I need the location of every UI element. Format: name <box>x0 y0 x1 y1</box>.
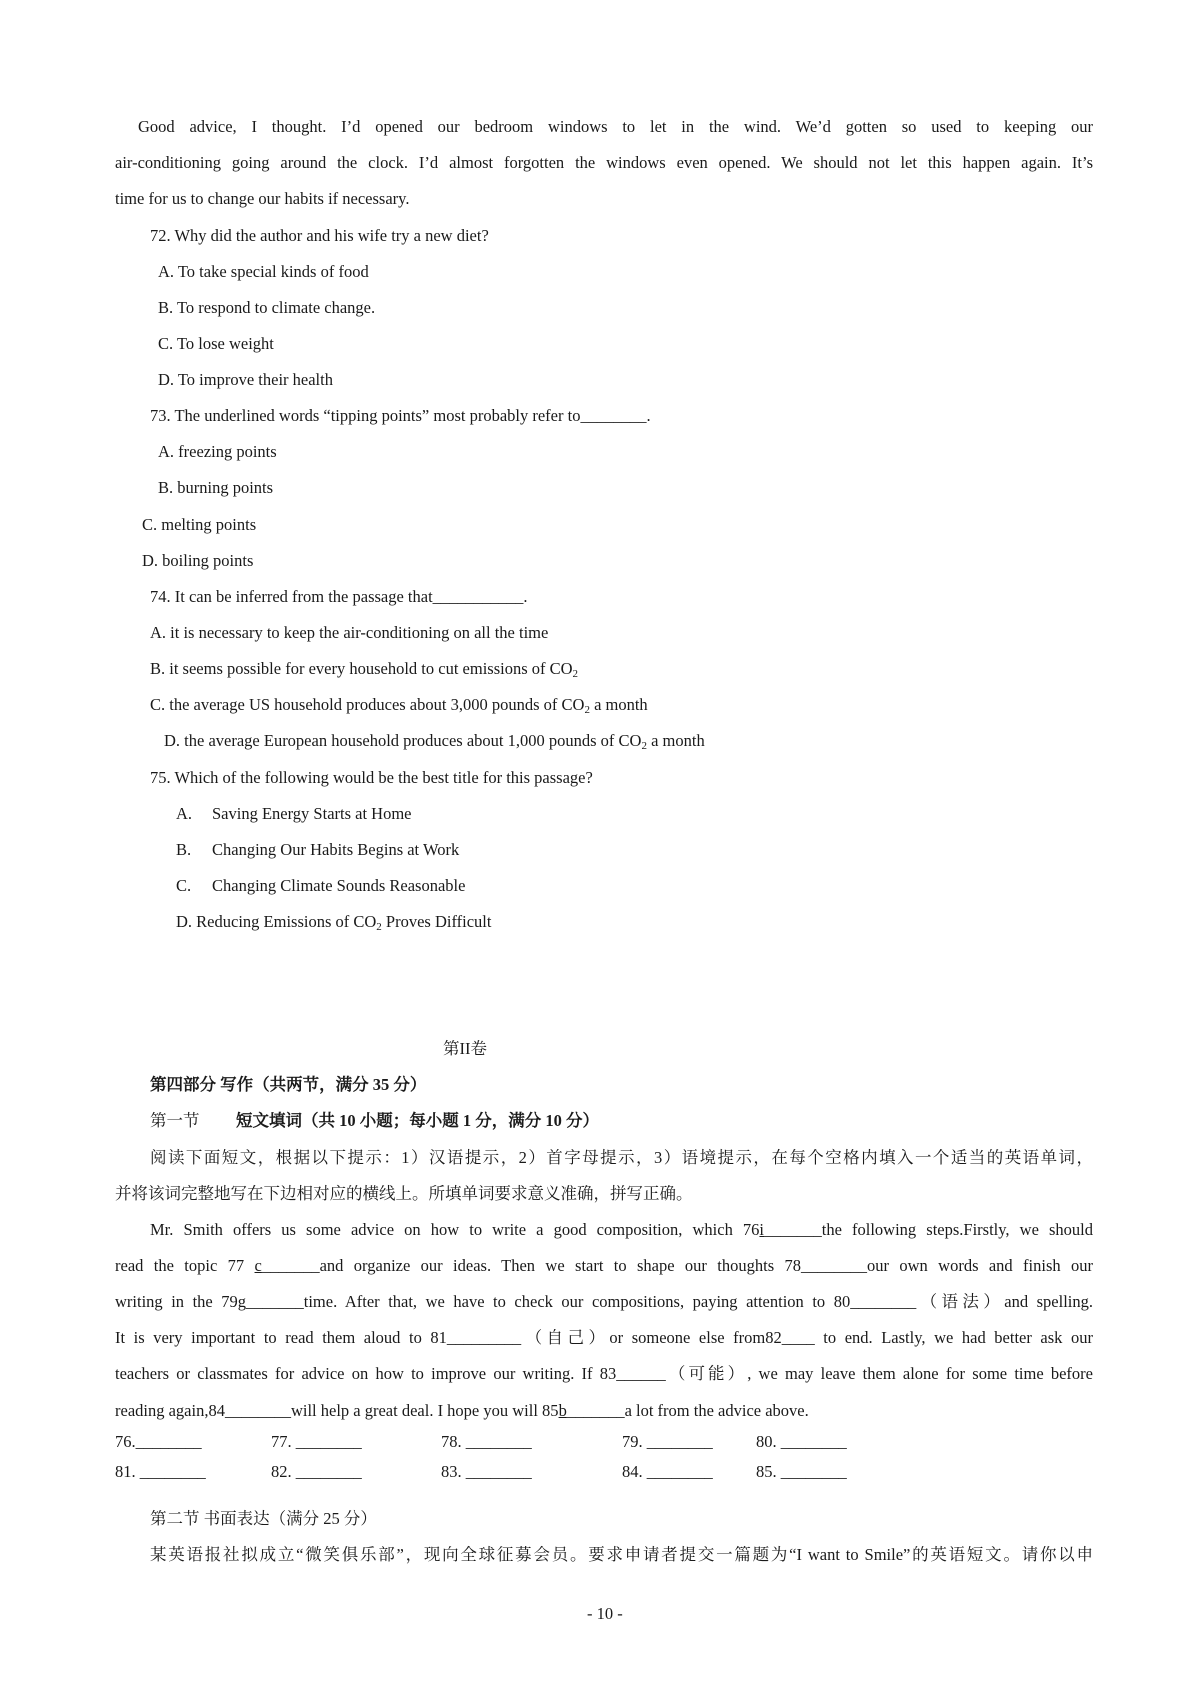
option-text: a month <box>646 731 705 750</box>
answer-blank[interactable]: 84. ________ <box>622 1462 713 1481</box>
option-text: D. the average European household produces about 1,000 pounds of CO <box>164 731 642 750</box>
option-letter: B. <box>176 840 192 859</box>
question-stem: 75. Which of the following would be the best title for this passage? <box>150 768 593 787</box>
option <box>176 803 412 825</box>
option-text: a month <box>589 695 648 714</box>
question-stem: 73. The underlined words “tipping points” most probably refer to________. <box>150 406 651 425</box>
option: D. To improve their health <box>158 370 333 389</box>
instruction: 并将该词完整地写在下边相对应的横线上。所填单词要求意义准确，拼写正确。 <box>115 1184 693 1203</box>
option: C. To lose weight <box>158 334 274 353</box>
option-text: D. Reducing Emissions of CO <box>176 912 377 931</box>
section-title: 短文填词（共 10 小题；每小题 1 分，满分 10 分） <box>236 1111 599 1130</box>
option: B. burning points <box>158 478 274 497</box>
option-text: Saving Energy Starts at Home <box>212 804 412 823</box>
section-heading: 第二节 书面表达（满分 25 分） <box>150 1509 377 1528</box>
answer-blank[interactable]: 83. ________ <box>441 1462 532 1481</box>
question-stem: 72. Why did the author and his wife try a new diet? <box>150 226 489 245</box>
option-text: C. the average US household produces about 3,000 pounds of CO <box>150 695 585 714</box>
option: A. To take special kinds of food <box>158 262 369 281</box>
answer-blank[interactable]: 80. ________ <box>756 1432 847 1451</box>
writing-prompt: 某英语报社拟成立“微笑俱乐部”，现向全球征募会员。要求申请者提交一篇题为“I want to Smile”的英语短文。请你以申 <box>150 1545 1093 1564</box>
section-heading <box>150 1110 599 1132</box>
subscript: 2 <box>572 668 579 680</box>
page-number: - 10 - <box>587 1604 623 1623</box>
subscript: 2 <box>641 740 647 752</box>
option <box>150 694 648 716</box>
option: B. To respond to climate change. <box>158 298 376 317</box>
answer-blank[interactable]: 82. ________ <box>271 1462 362 1481</box>
option <box>164 730 705 752</box>
instruction: 阅读下面短文，根据以下提示：1）汉语提示，2）首字母提示，3）语境提示，在每个空格内填入一个适当的英语单词， <box>150 1148 1093 1167</box>
option-text: Changing Our Habits Begins at Work <box>212 840 460 859</box>
answer-blank[interactable]: 76.________ <box>115 1432 202 1451</box>
option-text: B. it seems possible for every household to cut emissions of CO <box>150 659 573 678</box>
cloze-line: teachers or classmates for advice on how to improve our writing. If 83______（可能）, we may leave them alone for some time before <box>115 1364 1093 1383</box>
option <box>150 658 578 680</box>
hint-letter: g <box>237 1292 247 1311</box>
passage-line: time for us to change our habits if necessary. <box>115 189 410 208</box>
passage-line: air-conditioning going around the clock. I’d almost forgotten the windows even opened. We should not let this happen again. It’s <box>115 153 1093 172</box>
option-text: Proves Difficult <box>381 912 492 931</box>
option: A. freezing points <box>158 442 277 461</box>
hint-letter: i <box>759 1220 765 1239</box>
option: C. melting points <box>142 515 257 534</box>
cloze-line: writing in the 79g_______time. After that, we have to check our compositions, paying attention to 80________（语法）and spelling. <box>115 1292 1093 1311</box>
passage-line: Good advice, I thought. I’d opened our bedroom windows to let in the wind. We’d gotten so used to keeping our <box>138 117 1093 136</box>
option-letter: C. <box>176 876 192 895</box>
option-letter: A. <box>176 804 193 823</box>
cloze-line: read the topic 77 c_______and organize our ideas. Then we start to shape our thoughts 78________our own words and finish our <box>115 1256 1094 1275</box>
cloze-line: It is very important to read them aloud to 81_________（自己）or someone else from82____ to end. Lastly, we had better ask our <box>115 1328 1093 1347</box>
answer-blank[interactable]: 79. ________ <box>622 1432 713 1451</box>
question-stem: 74. It can be inferred from the passage that___________. <box>150 587 528 606</box>
answer-blank[interactable]: 85. ________ <box>756 1462 847 1481</box>
option <box>176 911 491 933</box>
option <box>176 875 465 897</box>
subscript: 2 <box>376 921 382 933</box>
part-title: 第四部分 写作（共两节，满分 35 分） <box>150 1075 427 1094</box>
answer-blank[interactable]: 81. ________ <box>115 1462 206 1481</box>
volume-title: 第II卷 <box>443 1039 487 1058</box>
option <box>176 839 459 861</box>
option: A. it is necessary to keep the air-conditioning on all the time <box>150 623 549 642</box>
cloze-line: reading again,84________will help a great deal. I hope you will 85b_______a lot from the advice above. <box>115 1401 809 1420</box>
cloze-line: Mr. Smith offers us some advice on how to write a good composition, which 76i_______the following steps.Firstly, we should <box>150 1220 1093 1239</box>
answer-blank[interactable]: 78. ________ <box>441 1432 532 1451</box>
section-label: 第一节 <box>150 1111 200 1130</box>
option-text: Changing Climate Sounds Reasonable <box>212 876 466 895</box>
option: D. boiling points <box>142 551 254 570</box>
hint-letter: c <box>254 1256 262 1275</box>
hint-letter: b <box>558 1401 567 1420</box>
answer-blank[interactable]: 77. ________ <box>271 1432 362 1451</box>
subscript: 2 <box>584 704 590 716</box>
